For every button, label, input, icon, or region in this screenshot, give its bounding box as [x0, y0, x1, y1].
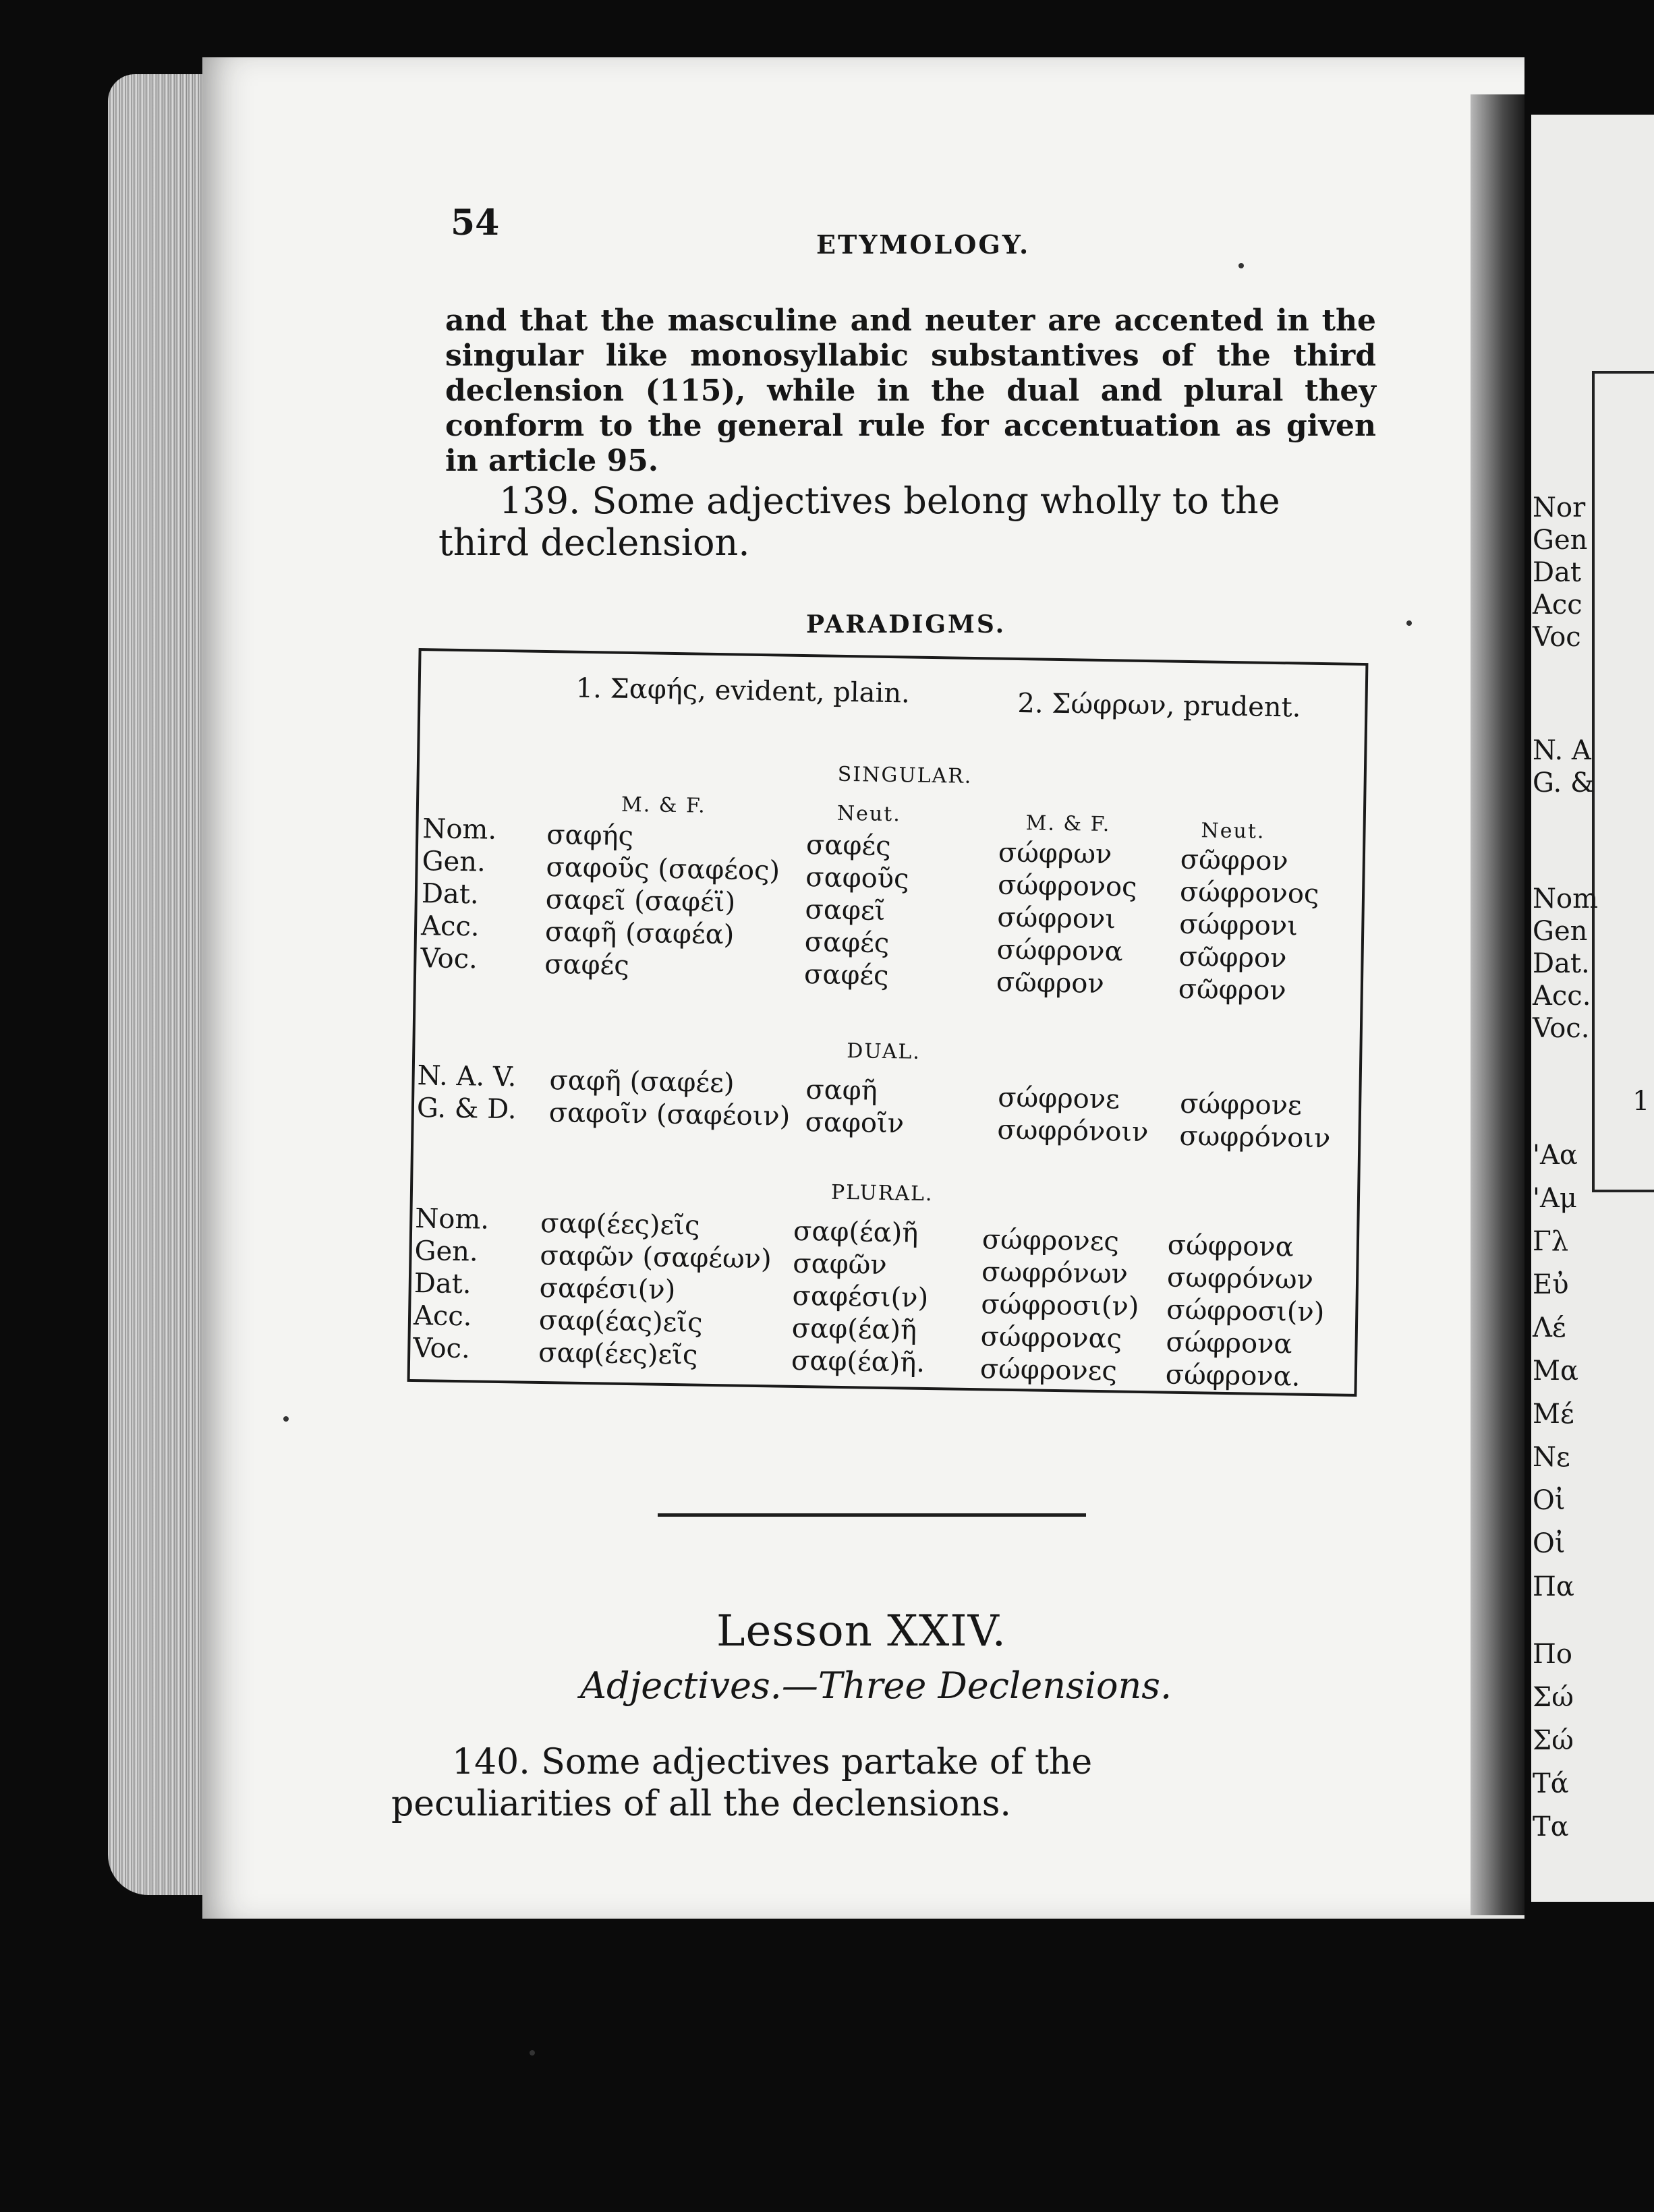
paradigms-title: PARADIGMS.: [806, 610, 1006, 639]
col-header: M. & F.: [1025, 811, 1111, 837]
case-label: Gen.: [422, 846, 486, 878]
form-cell: σαφές: [803, 959, 889, 992]
form-cell: σαφεῖ (σαφέϊ): [545, 884, 736, 919]
case-label: Acc.: [420, 910, 480, 943]
form-cell: σώφρων: [998, 837, 1112, 871]
adjacent-fragment: Πο: [1533, 1639, 1572, 1670]
form-cell: σώφρονες: [979, 1354, 1118, 1387]
form-cell: σαφής: [546, 819, 634, 852]
case-label: Acc.: [413, 1300, 472, 1333]
form-cell: σαφῶν: [793, 1248, 887, 1281]
form-cell: σαφῆ: [805, 1074, 878, 1107]
book-gutter: [1471, 94, 1524, 1915]
form-cell: σαφ(έα)ῆ: [791, 1312, 917, 1346]
saphes-n-dual: [805, 1074, 905, 1140]
adjacent-fragment: G. &: [1533, 767, 1595, 798]
form-cell: σαφές: [805, 830, 891, 863]
form-cell: σαφῆ (σαφέε): [549, 1065, 735, 1099]
form-cell: σῶφρον: [1178, 941, 1287, 974]
form-cell: σαφεῖ: [805, 894, 886, 927]
form-cell: σώφρονα: [1166, 1327, 1292, 1360]
form-cell: σωφρόνοιν: [1179, 1120, 1331, 1155]
adjacent-fragment: Voc.: [1533, 1013, 1590, 1044]
form-cell: σαφ(έες)εῖς: [540, 1207, 700, 1242]
case-label: Nom.: [422, 813, 497, 846]
adjacent-fragment: Μέ: [1533, 1399, 1574, 1430]
form-cell: σώφροσι(ν): [1166, 1294, 1325, 1329]
form-cell: σώφρονι: [1178, 908, 1299, 942]
adjacent-fragment: Dat.: [1533, 948, 1590, 979]
print-speck: [283, 1416, 289, 1422]
adjacent-fragment: Acc: [1533, 589, 1582, 620]
case-label: Voc.: [420, 943, 478, 975]
adjacent-fragment: Οἰ: [1533, 1528, 1566, 1559]
form-cell: σαφοῖν: [805, 1107, 905, 1140]
form-cell: σαφῆ (σαφέα): [544, 916, 735, 951]
lesson-subtitle: Adjectives.—Three Declensions.: [580, 1664, 1172, 1707]
form-cell: σαφ(έα)ῆ: [793, 1215, 919, 1249]
paradigm-table: [407, 648, 1369, 1397]
sophron-n-singular: [1178, 844, 1319, 1008]
print-speck: [1238, 263, 1244, 268]
sophron-n-plural: [1165, 1229, 1325, 1394]
form-cell: σώφρονε: [1179, 1088, 1303, 1122]
form-cell: σαφ(έες)εῖς: [538, 1337, 698, 1371]
adjacent-fragment: N. A: [1533, 735, 1591, 766]
col-header: Neut.: [1201, 819, 1265, 844]
page-number: 54: [451, 202, 500, 243]
adjacent-fragment: Gen: [1533, 916, 1588, 947]
adjacent-fragment: Νε: [1533, 1442, 1570, 1473]
form-cell: σαφ(έα)ῆ.: [791, 1345, 925, 1378]
sophron-mf-plural: [980, 1223, 1141, 1388]
form-cell: σώφροσι(ν): [981, 1289, 1139, 1322]
form-cell: σαφοῖν (σαφέοιν): [548, 1097, 791, 1132]
form-cell: σωφρόνων: [981, 1256, 1129, 1290]
case-label: Gen.: [414, 1235, 479, 1268]
case-label: Voc.: [412, 1333, 471, 1365]
paragraph-139: 139. Some adjectives belong wholly to the third declension.: [438, 479, 1280, 564]
form-cell: σώφρονα: [996, 934, 1123, 968]
print-speck: [530, 2050, 535, 2056]
adjacent-page: [1531, 115, 1654, 1902]
adjacent-fragment: 'Αμ: [1533, 1183, 1577, 1214]
section-label-plural: PLURAL.: [830, 1180, 934, 1206]
form-cell: σώφρονες: [981, 1224, 1120, 1258]
adjacent-fragment: Acc.: [1533, 981, 1591, 1012]
form-cell: σώφρονος: [997, 869, 1137, 903]
section-divider: [658, 1513, 1086, 1517]
form-cell: σώφρονε: [997, 1082, 1120, 1115]
sophron-mf-singular: [996, 837, 1138, 1001]
paradigm-heading-sophron: 2. Σώφρων, prudent.: [1017, 687, 1301, 724]
adjacent-fragment: Gen: [1533, 525, 1588, 556]
paragraph-continuation: and that the masculine and neuter are accented in the singular like monosyllabic substantives of the third declension (115), while in the dual and plural they conform to the general rule for accentuation as given in article 95.: [445, 303, 1376, 478]
form-cell: σώφρονι: [997, 902, 1116, 935]
lesson-title: Lesson XXIV.: [716, 1606, 1006, 1656]
form-cell: σαφοῦς (σαφέος): [546, 852, 780, 887]
adjacent-fragment: Πα: [1533, 1571, 1574, 1602]
adjacent-fragment: Λέ: [1533, 1312, 1566, 1343]
form-cell: σώφρονος: [1179, 876, 1319, 910]
col-header: M. & F.: [621, 792, 706, 818]
form-cell: σαφές: [804, 927, 890, 960]
adjacent-fragment: Dat: [1533, 557, 1581, 588]
saphes-mf-singular: [544, 819, 780, 984]
adjacent-fragment: Σώ: [1533, 1682, 1574, 1713]
section-label-singular: SINGULAR.: [837, 762, 973, 788]
case-label: N. A. V.: [417, 1060, 517, 1093]
form-cell: σῶφρον: [1180, 844, 1289, 877]
adjacent-fragment: Nom: [1533, 883, 1599, 914]
running-head: ETYMOLOGY.: [816, 229, 1031, 260]
case-labels-dual: [417, 1059, 517, 1126]
form-cell: σαφέσι(ν): [539, 1272, 676, 1306]
adjacent-fragment: 'Αα: [1533, 1140, 1578, 1171]
sophron-mf-dual: [997, 1082, 1149, 1149]
adjacent-fragment: Τα: [1533, 1811, 1569, 1842]
sophron-n-dual: [1179, 1088, 1331, 1155]
adjacent-fragment: Nor: [1533, 492, 1586, 523]
case-labels-plural: [413, 1202, 489, 1366]
case-label: Dat.: [421, 878, 479, 910]
form-cell: σωφρόνοιν: [997, 1114, 1149, 1148]
form-cell: σαφές: [544, 949, 630, 981]
adjacent-fragment: Γλ: [1533, 1226, 1569, 1257]
adjacent-fragment: Τά: [1533, 1768, 1569, 1799]
form-cell: σαφῶν (σαφέων): [540, 1240, 772, 1275]
adjacent-fragment: Οἰ: [1533, 1485, 1566, 1516]
adjacent-fragment: Εὐ: [1533, 1269, 1569, 1300]
form-cell: σῶφρον: [996, 966, 1105, 1000]
form-cell: σαφέσι(ν): [792, 1280, 929, 1314]
paragraph-140: 140. Some adjectives partake of the peculiarities of all the declensions.: [391, 1742, 1093, 1824]
form-cell: σωφρόνων: [1166, 1262, 1314, 1296]
form-cell: σαφ(έας)εῖς: [538, 1304, 703, 1339]
page-edges: [108, 74, 209, 1895]
form-cell: σαφοῦς: [805, 862, 909, 895]
adjacent-fragment: Σώ: [1533, 1725, 1574, 1756]
form-cell: σῶφρον: [1178, 973, 1287, 1007]
adjacent-fragment: Voc: [1533, 622, 1581, 653]
saphes-n-plural: [791, 1215, 930, 1379]
case-label: Dat.: [414, 1268, 472, 1300]
adjacent-fragment: 1: [1632, 1086, 1650, 1117]
saphes-n-singular: [804, 829, 910, 992]
case-label: Nom.: [414, 1203, 490, 1235]
adjacent-table-frame: [1592, 371, 1654, 1192]
saphes-mf-dual: [548, 1064, 791, 1133]
section-label-dual: DUAL.: [847, 1039, 921, 1064]
form-cell: σώφρονας: [980, 1321, 1122, 1355]
paradigm-heading-saphes: 1. Σαφής, evident, plain.: [575, 672, 911, 709]
print-speck: [1406, 620, 1412, 626]
saphes-mf-plural: [538, 1207, 772, 1372]
form-cell: σώφρονα: [1167, 1229, 1294, 1263]
case-labels-singular: [420, 813, 496, 976]
form-cell: σώφρονα.: [1165, 1359, 1301, 1393]
adjacent-fragment: Μα: [1533, 1356, 1578, 1387]
case-label: G. & D.: [416, 1093, 517, 1126]
col-header: Neut.: [836, 801, 902, 827]
